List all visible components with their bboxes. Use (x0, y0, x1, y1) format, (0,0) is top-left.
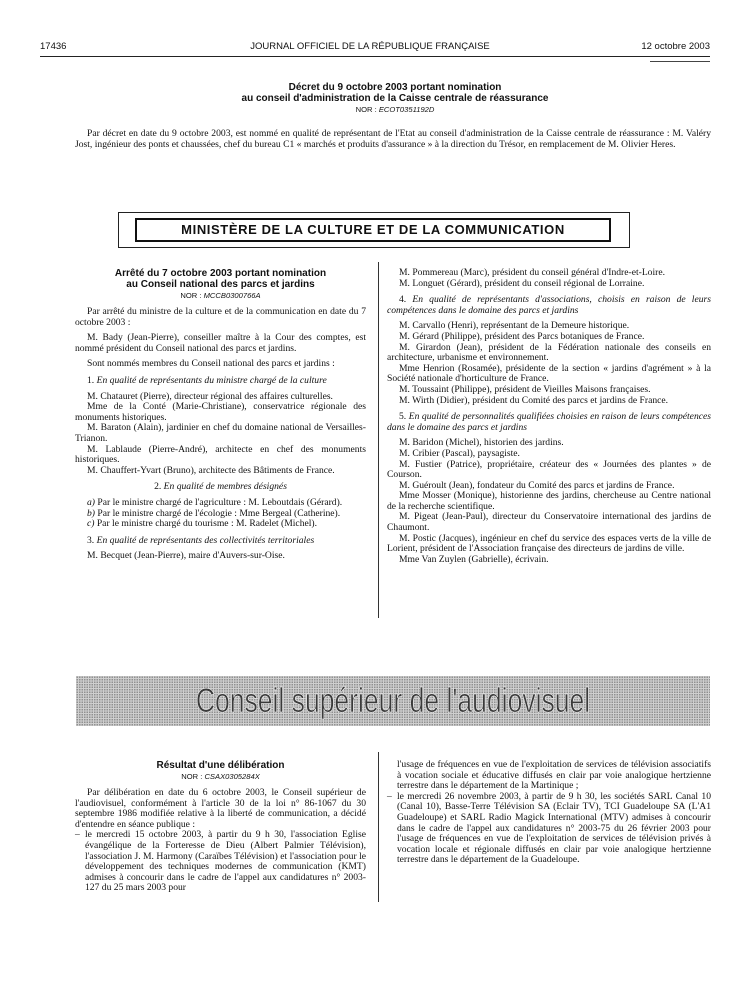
list-item: M. Lablaude (Pierre-André), architecte en chef des monuments historiques. (75, 443, 366, 466)
list-item: M. Toussaint (Philippe), président de Vieilles Maisons françaises. (399, 383, 651, 395)
arrete-title-line-2: au Conseil national des parcs et jardins (126, 279, 315, 290)
list-item: Mme Mosser (Monique), historienne des jardins, chercheuse au Centre national de la recherche scientifique. (387, 490, 711, 512)
arrete-paragraph-3: Sont nommés membres du Conseil national des parcs et jardins : (87, 358, 335, 370)
ministry-banner-text: MINISTÈRE DE LA CULTURE ET DE LA COMMUNICATION (181, 222, 565, 237)
list-item: M. Baraton (Alain), jardinier en chef du domaine national de Versailles-Trianon. (75, 422, 366, 444)
list-item: M. Guéroult (Jean), fondateur du Comité des parcs et jardins de France. (399, 479, 675, 491)
resultat-item-1-continued: l'usage de fréquences en vue de l'exploitation de services de télévision associatifs à vocation sociale et éducative diffusés en clair par voie analogique hertzienne terrestre dans le département de la Martinique ; (397, 759, 711, 792)
arrete-title-line-1: Arrêté du 7 octobre 2003 portant nomination (114, 268, 327, 279)
column-divider (378, 262, 379, 618)
section-2-number: 2. (154, 481, 164, 493)
list-item: M. Chatauret (Pierre), directeur régional des affaires culturelles. (87, 390, 333, 402)
list-item: M. Pigeat (Jean-Paul), directeur du Conservatoire international des jardins de Chaumont. (387, 511, 711, 534)
item-letter: b) (87, 507, 95, 519)
item-text: Par le ministre chargé du tourisme : M. Radelet (Michel). (94, 518, 318, 530)
item-letter: a) (87, 496, 95, 508)
csa-banner (76, 676, 710, 726)
list-item: M. Becquet (Jean-Pierre), maire d'Auvers-sur-Oise. (87, 550, 285, 562)
decret-title-line-1: Décret du 9 octobre 2003 portant nomination (288, 82, 502, 93)
section-5-title: En qualité de personnalités qualifiées choisies en raison de leurs compétences dans le domaine des parcs et jardins (387, 411, 711, 433)
arrete-nor-label: NOR : (180, 291, 204, 300)
list-item: M. Gérard (Philippe), président des Parcs botaniques de France. (399, 330, 645, 342)
resultat-intro: Par délibération en date du 6 octobre 2003, le Conseil supérieur de l'audiovisuel, conformément à l'article 30 de la loi n° 86-1067 du 30 septembre 1986 modifiée relative à la liberté de communication, a décidé d'entendre en séance publique : (75, 787, 366, 830)
list-item: M. Wirth (Didier), président du Comité des parcs et jardins de France. (399, 394, 669, 406)
section-2-title: En qualité de membres désignés (163, 481, 287, 493)
section-1-heading (75, 376, 366, 387)
decret-nor-label: NOR : (355, 105, 379, 114)
arrete-right-column (387, 268, 711, 565)
header-rule (40, 56, 710, 57)
list-item: M. Postic (Jacques), ingénieur en chef du service des espaces verts de la ville de Lorient, président de l'Association française des directeurs de jardins de ville. (387, 532, 711, 555)
section-3-number: 3. (87, 534, 97, 546)
arrete-paragraph-2: M. Bady (Jean-Pierre), conseiller maître à la Cour des comptes, est nommé président du Conseil national des parcs et jardins. (75, 332, 366, 354)
list-item: M. Longuet (Gérard), président du conseil régional de Lorraine. (399, 277, 645, 289)
decret-body: Par décret en date du 9 octobre 2003, est nommé en qualité de représentant de l'Etat au conseil d'administration de la Caisse centrale de réassurance : M. Valéry Jost, ingénieur des ponts et chaussées, chef du bureau C1 « marchés et produits d'assurance » à la direction du Trésor, en remplacement de M. Olivier Heres. (75, 128, 711, 150)
item-letter: c) (87, 518, 95, 530)
page-number: 17436 (40, 41, 67, 52)
decret-nor-code: ECOT0351192D (378, 105, 435, 114)
section-1-title: En qualité de représentants du ministre chargé de la culture (96, 374, 327, 386)
resultat-nor (75, 771, 366, 782)
section-4-number: 4. (399, 294, 413, 306)
header-rule-short (650, 61, 710, 62)
section-2-item-c (75, 519, 366, 530)
resultat-right-column (387, 760, 711, 866)
section-5-heading (387, 412, 711, 433)
ministry-banner (135, 218, 611, 242)
item-text: Par le ministre chargé de l'écologie : Mme Bergeal (Catherine). (95, 507, 341, 519)
section-2-heading (75, 482, 366, 493)
list-item: M. Fustier (Patrice), propriétaire, créateur des « Journées des plantes » de Courson. (387, 458, 711, 481)
list-item: M. Baridon (Michel), historien des jardins. (399, 437, 564, 449)
list-item: M. Cribier (Pascal), paysagiste. (399, 447, 520, 459)
list-item: Mme de la Conté (Marie-Christiane), conservatrice régionale des monuments historiques. (75, 401, 366, 423)
resultat-left-column (75, 760, 366, 894)
arrete-left-column (75, 268, 366, 562)
list-item: Mme Van Zuylen (Gabrielle), écrivain. (399, 553, 549, 565)
section-1-number: 1. (87, 374, 97, 386)
arrete-paragraph-1: Par arrêté du ministre de la culture et de la communication en date du 7 octobre 2003 : (75, 306, 366, 328)
resultat-item-1: – le mercredi 15 octobre 2003, à partir du 9 h 30, l'association Eglise évangélique de la Forteresse de Dieu (Albert Palmier Télévision), l'association J. M. Harmony (Caraïbes Télévision) et l'association pour le développement des techniques modernes de communication (KMT) admises à concourir dans le cadre de l'appel aux candidatures n° 2003-127 du 25 mars 2003 pour (75, 830, 366, 894)
resultat-nor-code: CSAX0305284X (204, 772, 260, 781)
section-3-heading (75, 536, 366, 547)
resultat-item-2: – le mercredi 26 novembre 2003, à partir de 9 h 30, les sociétés SARL Canal 10 (Canal 10), Basse-Terre Télévision SA (Eclair TV), TCI Guadeloupe SA (L'A1 Guadeloupe) et SARL Radio Magick International (MTV) admises à concourir dans le cadre de l'appel aux candidatures n° 2003-75 du 26 février 2003 pour l'usage de fréquences en vue de l'exploitation de services de télévision privés à vocation locale et régionale diffusés en clair par voie analogique hertzienne terrestre dans le département de la Guadeloupe. (387, 792, 711, 866)
csa-banner-title: Conseil supérieur de l'audiovisuel (195, 682, 591, 720)
section-4-title: En qualité de représentants d'associations, choisis en raison de leurs compétences dans le domaine des parcs et jardins (387, 294, 711, 316)
list-item: M. Carvallo (Henri), représentant de la Demeure historique. (399, 320, 630, 332)
resultat-nor-label: NOR : (181, 772, 205, 781)
decret-section (80, 82, 710, 115)
list-item: M. Pommereau (Marc), président du conseil général d'Indre-et-Loire. (399, 267, 665, 278)
arrete-nor-code: MCCB0300766A (203, 291, 261, 300)
list-item: M. Girardon (Jean), président de la Fédération nationale des conseils en architecture, urbanisme et environnement. (387, 341, 711, 364)
resultat-title: Résultat d'une délibération (156, 760, 285, 771)
issue-date: 12 octobre 2003 (641, 41, 710, 52)
arrete-nor (75, 290, 366, 301)
decret-title-line-2: au conseil d'administration de la Caisse centrale de réassurance (241, 93, 549, 104)
column-divider-bottom (378, 752, 379, 902)
section-3-title: En qualité de représentants des collectivités territoriales (96, 534, 315, 546)
section-5-number: 5. (399, 411, 409, 423)
decret-nor (80, 104, 710, 115)
journal-title: JOURNAL OFFICIEL DE LA RÉPUBLIQUE FRANÇAISE (250, 41, 490, 52)
section-4-heading (387, 295, 711, 316)
item-text: Par le ministre chargé de l'agriculture : M. Leboutdais (Gérard). (95, 496, 343, 508)
list-item: Mme Henrion (Rosamée), présidente de la section « jardins d'agrément » à la Société nationale d'horticulture de France. (387, 362, 711, 385)
list-item: M. Chauffert-Yvart (Bruno), architecte des Bâtiments de France. (87, 464, 335, 476)
